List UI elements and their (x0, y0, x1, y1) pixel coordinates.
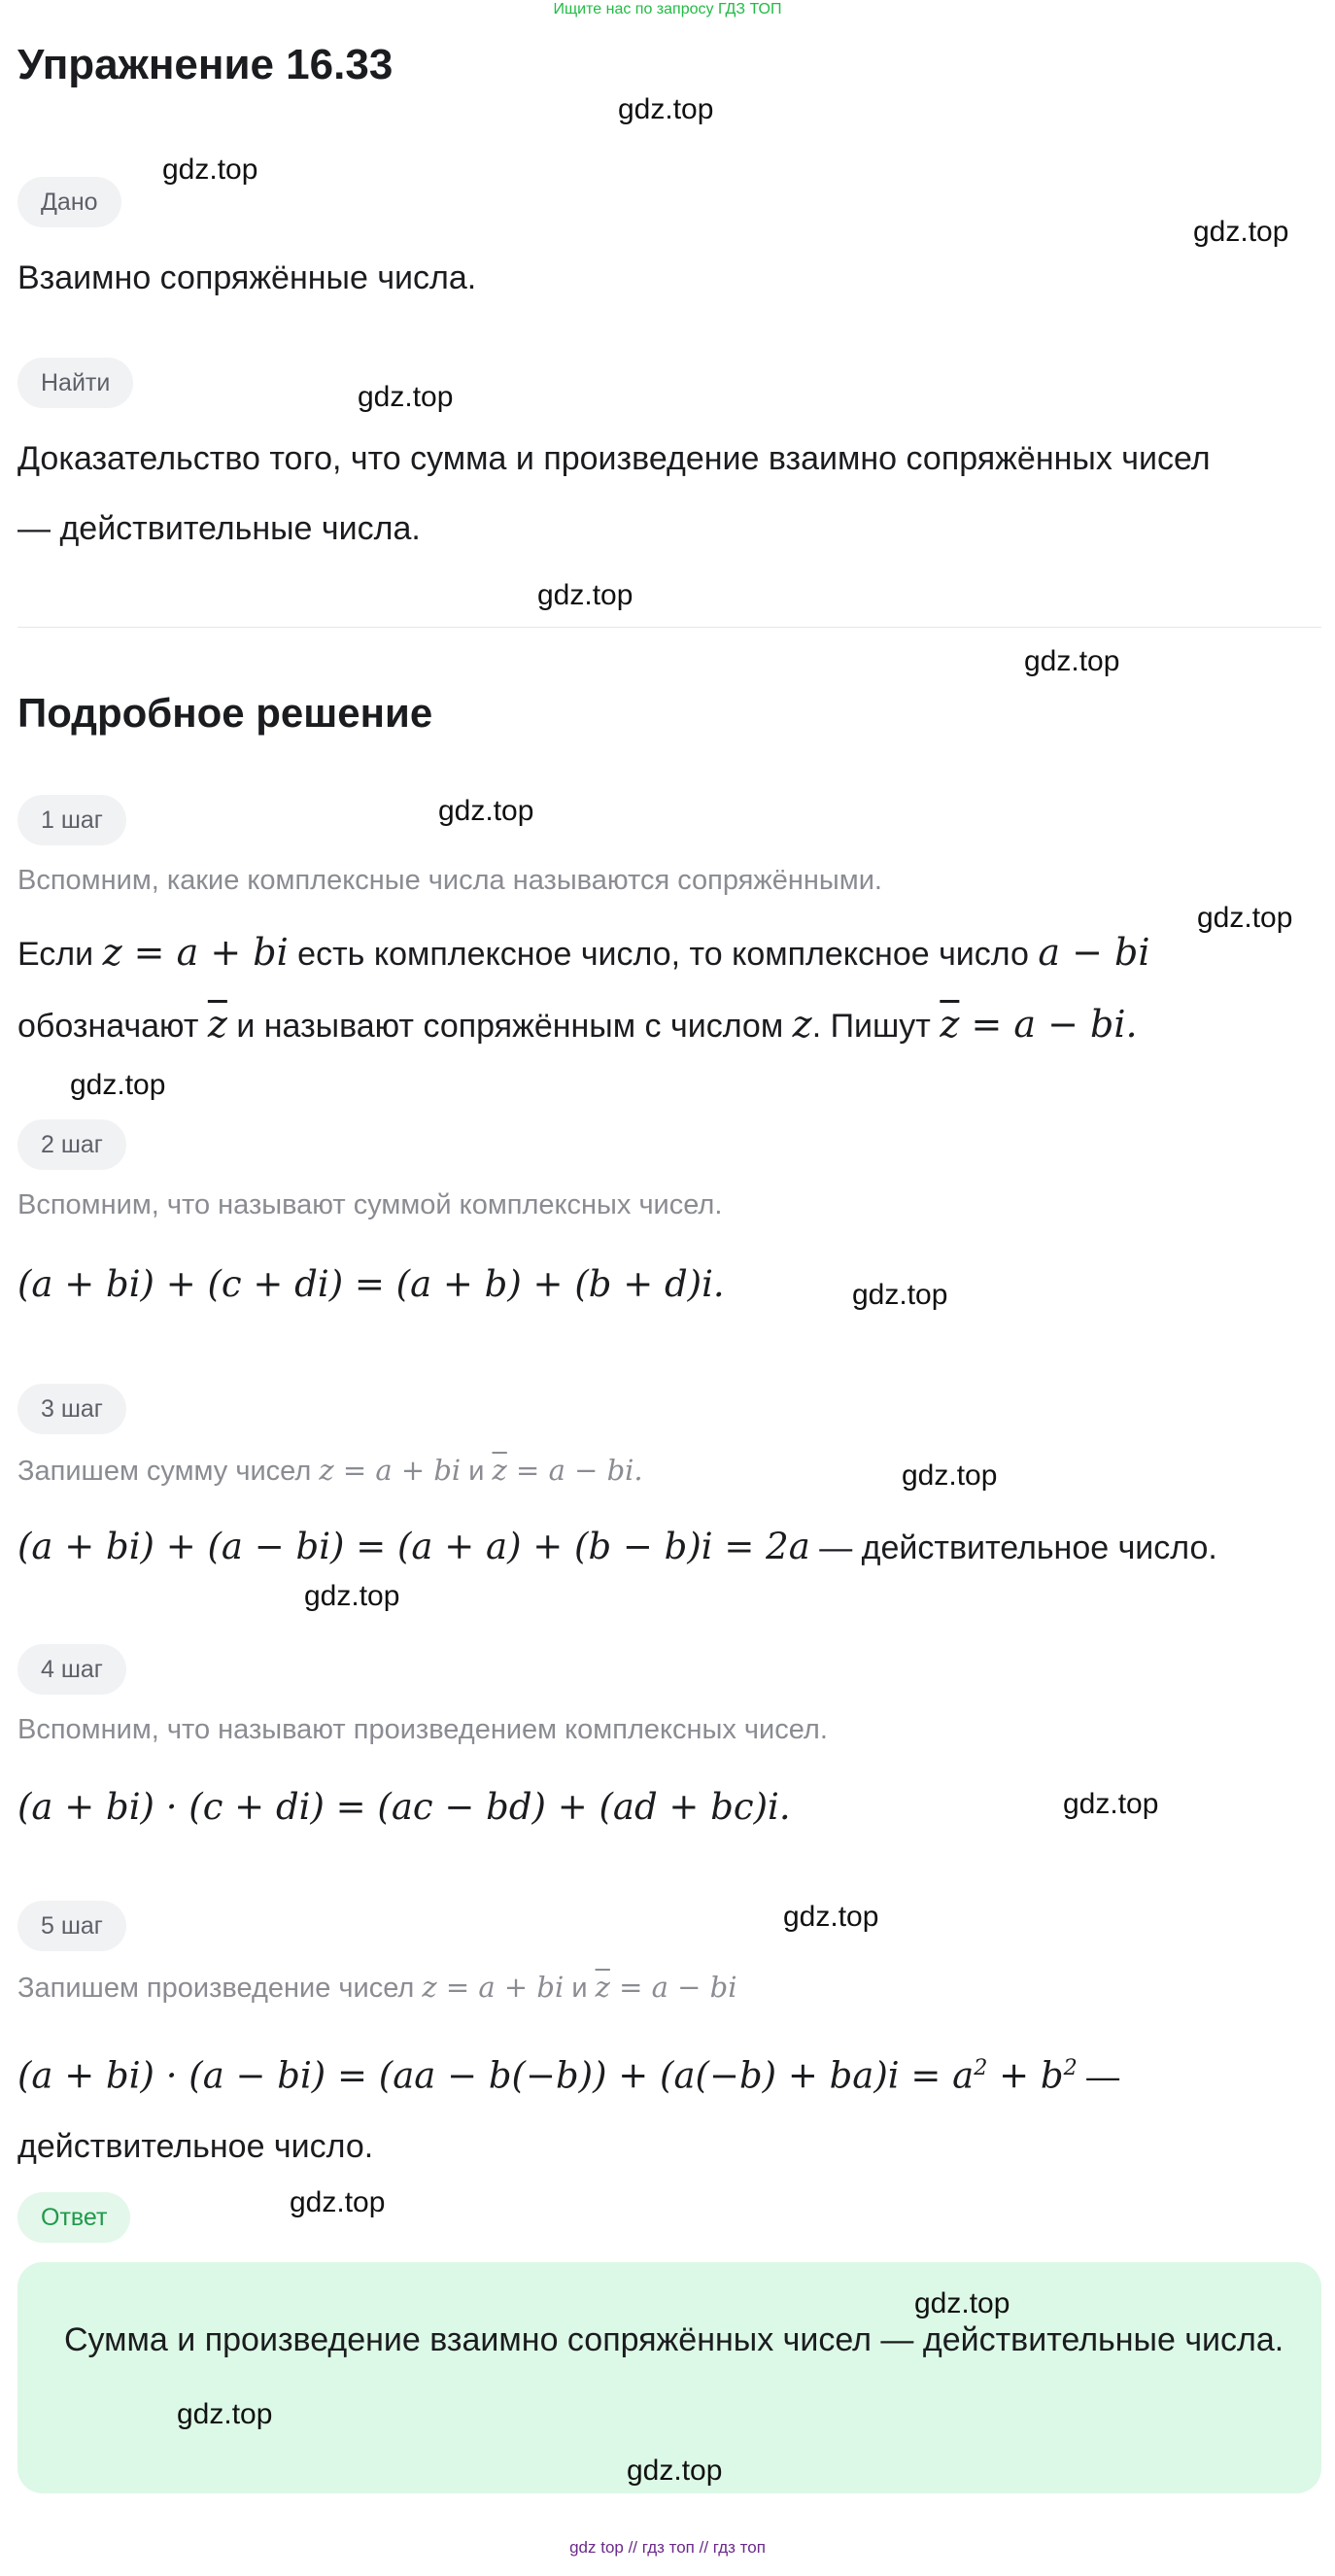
watermark: gdz.top (438, 795, 534, 827)
find-label: Найти (17, 358, 133, 408)
watermark: gdz.top (1024, 645, 1120, 677)
step-5-badge (17, 1901, 126, 1951)
footer-links[interactable]: gdz top // гдз топ // гдз топ (569, 2538, 766, 2557)
find-line-2: — действительные числа. (17, 510, 421, 547)
step-1-hint: Вспомним, какие комплексные числа называются сопряжёнными. (17, 865, 882, 896)
step-5-formula-line-2: действительное число. (17, 2128, 374, 2166)
watermark: gdz.top (177, 2398, 273, 2430)
step-3-label: 3 шаг (17, 1384, 126, 1434)
answer-label: Ответ (17, 2192, 130, 2243)
watermark: gdz.top (783, 1901, 879, 1933)
step-4-formula: (a + bi) · (c + di) = (ac − bd) + (ad + bc)i. (17, 1786, 791, 1828)
watermark: gdz.top (914, 2287, 1010, 2319)
step-5-label: 5 шаг (17, 1901, 126, 1951)
section-divider (17, 627, 1321, 628)
step-2-hint: Вспомним, что называют суммой комплексных чисел. (17, 1189, 723, 1220)
step-4-badge (17, 1644, 126, 1695)
step-2-formula: (a + bi) + (c + di) = (a + b) + (b + d)i. (17, 1263, 725, 1305)
step-5-formula-line-1: $(a + bi) \cdot (a - bi) = (aa - b(-b)) + (a(-b) + ba)i = a^2 + b^2$ — (17, 2054, 1120, 2097)
step-1-line-1: Если z = a + bi есть комплексное число, то комплексное число a − bi (17, 931, 1150, 974)
watermark: gdz.top (537, 579, 633, 611)
watermark: gdz.top (358, 381, 454, 413)
step-5-formula (17, 2033, 1319, 2181)
step-1-line-2: обозначают $\overline{z}$ и называют сопряжённым с числом z. Пишут $\overline{z} = a$ − bi. (17, 1003, 1138, 1046)
watermark: gdz.top (1197, 902, 1293, 934)
step-5-hint: Запишем произведение чисел z = a + bi и $\overline{z} = a$ − bi (17, 1971, 737, 2004)
step-3-hint: Запишем сумму чисел z = a + bi и $\overline{z} = a$ − bi. (17, 1454, 643, 1487)
step-3-badge (17, 1384, 126, 1434)
answer-text: Сумма и произведение взаимно сопряжённых чисел — действительные числа. (64, 2321, 1284, 2358)
find-text (17, 424, 1211, 564)
find-badge (17, 358, 133, 408)
solution-title: Подробное решение (17, 690, 433, 736)
page-title: Упражнение 16.33 (17, 41, 394, 88)
watermark: gdz.top (70, 1069, 166, 1101)
watermark: gdz.top (852, 1279, 948, 1311)
watermark: gdz.top (627, 2455, 723, 2487)
watermark: gdz.top (290, 2186, 386, 2218)
watermark: gdz.top (1193, 216, 1289, 248)
step-1-text (17, 917, 1319, 1061)
answer-badge (17, 2192, 130, 2243)
step-4-label: 4 шаг (17, 1644, 126, 1695)
promo-banner[interactable]: Ищите нас по запросу ГДЗ ТОП (553, 1, 782, 17)
step-2-label: 2 шаг (17, 1119, 126, 1170)
given-badge (17, 177, 121, 227)
step-2-badge (17, 1119, 126, 1170)
step-3-formula: (a + bi) + (a − bi) = (a + a) + (b − b)i = 2a — действительное число. (17, 1526, 1217, 1567)
step-1-label: 1 шаг (17, 795, 126, 845)
given-text: Взаимно сопряжённые числа. (17, 259, 477, 296)
watermark: gdz.top (162, 154, 258, 186)
find-line-1: Доказательство того, что сумма и произведение взаимно сопряжённых чисел (17, 440, 1211, 477)
watermark: gdz.top (902, 1460, 998, 1492)
watermark: gdz.top (618, 93, 714, 125)
watermark: gdz.top (304, 1580, 400, 1612)
watermark: gdz.top (1063, 1788, 1159, 1820)
step-1-badge (17, 795, 126, 845)
given-label: Дано (17, 177, 121, 227)
step-4-hint: Вспомним, что называют произведением комплексных чисел. (17, 1714, 828, 1745)
